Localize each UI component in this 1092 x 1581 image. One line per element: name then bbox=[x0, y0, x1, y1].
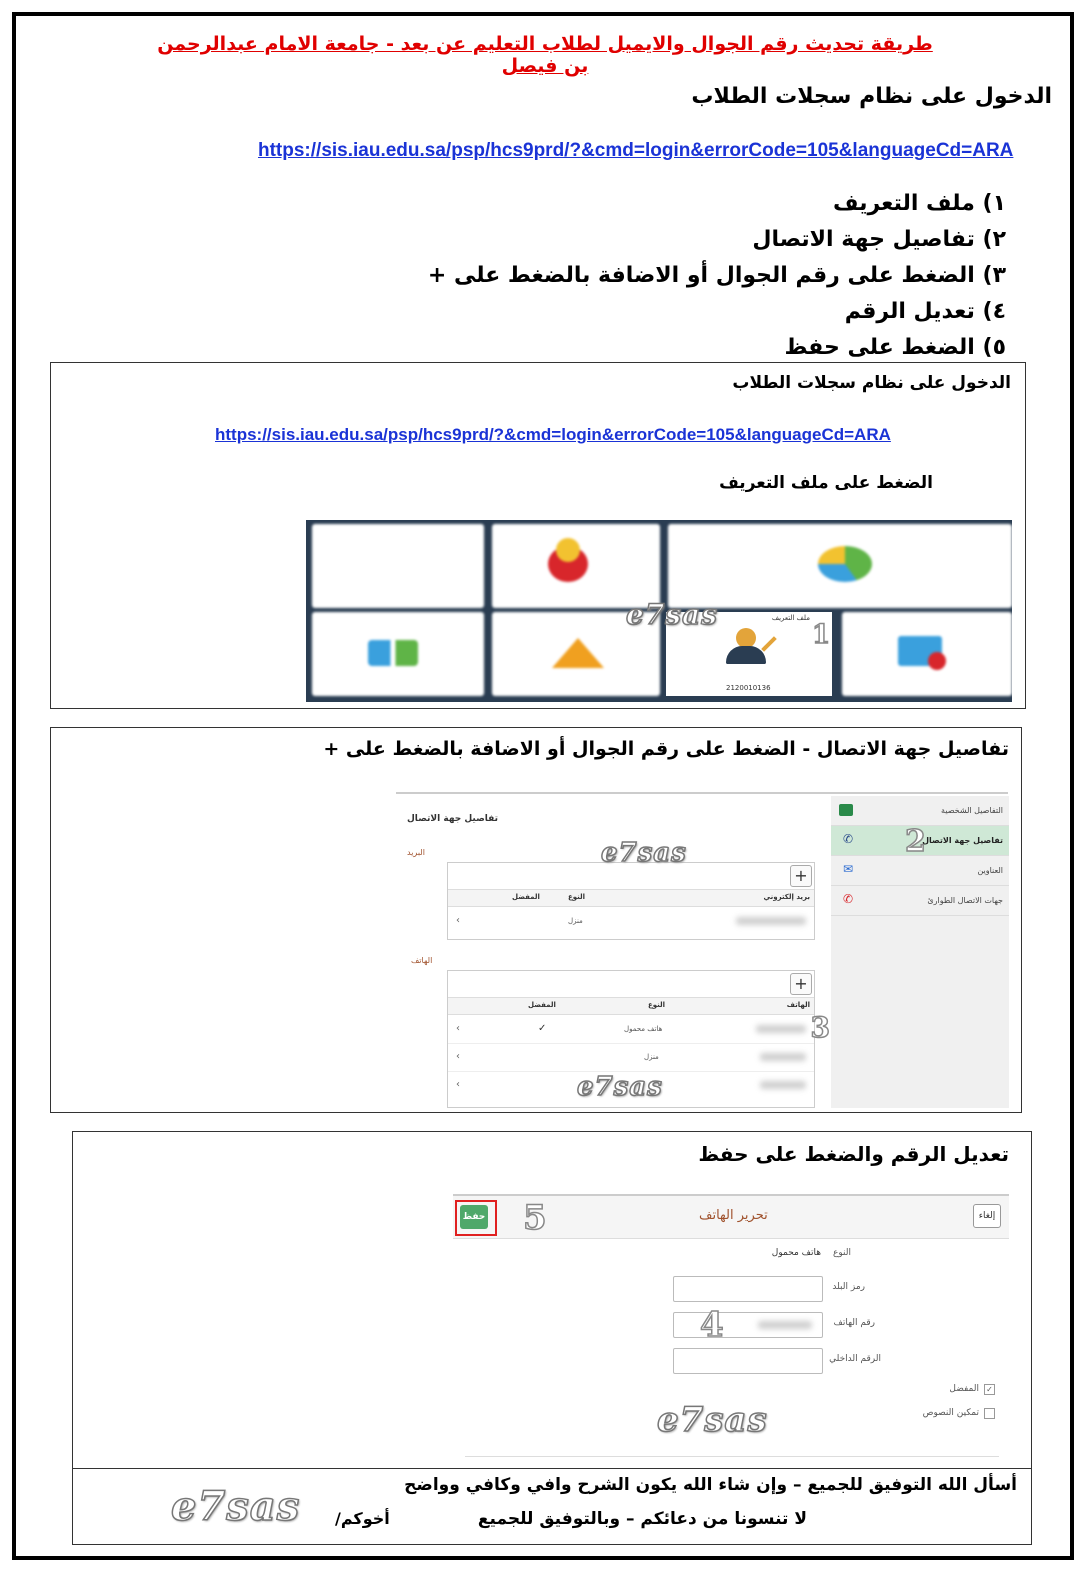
email-header: بريد إلكتروني bbox=[763, 893, 810, 901]
step-item: ٥) الضغط على حفظ bbox=[784, 335, 1006, 360]
chevron-left-icon: ‹ bbox=[456, 1023, 460, 1034]
dashboard-tile bbox=[668, 524, 1012, 608]
email-type: منزل bbox=[568, 917, 583, 925]
panel-login-heading: الدخول على نظام سجلات الطلاب bbox=[732, 373, 1011, 393]
email-header-row bbox=[448, 889, 814, 907]
envelope-icon: ✉ bbox=[842, 862, 853, 876]
phone-at-icon: ✆ bbox=[842, 832, 853, 846]
profile-id: 2120010136 bbox=[726, 684, 771, 692]
save-button[interactable]: حفظ bbox=[460, 1205, 488, 1229]
phone-header: الهاتف bbox=[786, 1001, 810, 1009]
phone-header: النوع bbox=[648, 1001, 666, 1009]
save-highlight bbox=[455, 1200, 497, 1236]
step-item: ٤) تعديل الرقم bbox=[844, 299, 1006, 324]
panel-edit-heading: تعديل الرقم والضغط على حفظ bbox=[698, 1142, 1009, 1166]
sms-label: تمكين النصوص bbox=[922, 1408, 979, 1418]
table-row[interactable] bbox=[448, 907, 814, 937]
country-code-field[interactable] bbox=[673, 1276, 823, 1302]
dashboard-tile bbox=[312, 612, 484, 696]
type-label: النوع bbox=[833, 1248, 851, 1258]
cancel-button[interactable]: إلغاء bbox=[973, 1204, 1001, 1228]
step-marker-5: 5 bbox=[523, 1198, 547, 1238]
step-item: ١) ملف التعريف bbox=[833, 191, 1006, 216]
phone-header-row bbox=[448, 997, 814, 1015]
divider bbox=[396, 792, 1008, 794]
watermark: e7sas bbox=[626, 598, 718, 631]
phone-type: منزل bbox=[644, 1053, 659, 1061]
panel-edit-phone bbox=[72, 1131, 1032, 1471]
chevron-left-icon: ‹ bbox=[456, 1051, 460, 1062]
footer-line-1: أسأل الله التوفيق للجميع – وإن شاء الله يكون الشرح وافي وكافي وواضح bbox=[404, 1475, 1017, 1495]
user-profile-icon bbox=[736, 628, 756, 648]
watermark: e7sas bbox=[577, 1072, 663, 1102]
step-marker-2: 2 bbox=[905, 824, 926, 859]
phone-section-label: الهاتف bbox=[411, 956, 433, 965]
calendar-icon bbox=[928, 652, 946, 670]
login-heading: الدخول على نظام سجلات الطلاب bbox=[691, 84, 1052, 109]
dashboard-tile bbox=[492, 524, 660, 608]
contact-page-title: تفاصيل جهة الاتصال bbox=[407, 814, 499, 824]
email-value bbox=[736, 917, 806, 925]
sidebar-item-emergency-contacts[interactable]: جهات الاتصال الطوارئ ✆ bbox=[831, 886, 1009, 916]
panel-contact bbox=[50, 727, 1022, 1113]
people-icon bbox=[556, 538, 580, 562]
people-icon bbox=[368, 640, 418, 666]
email-header: المفضل bbox=[512, 893, 540, 901]
preferred-check-icon: ✓ bbox=[538, 1023, 547, 1034]
step-marker-1: 1 bbox=[812, 620, 831, 650]
footer-line-2: لا تنسونا من دعائكم – وبالتوفيق للجميع bbox=[477, 1509, 807, 1529]
phone-number-field[interactable] bbox=[673, 1305, 823, 1345]
dashboard-tile bbox=[842, 612, 1012, 696]
preferred-label: المفضل bbox=[949, 1384, 979, 1394]
sidebar-item-contact-details[interactable]: تفاصيل جهة الاتصال ✆ 2 bbox=[831, 826, 1009, 856]
panel-login-link[interactable]: https://sis.iau.edu.sa/psp/hcs9prd/?&cmd=login&errorCode=105&languageCd=ARA bbox=[215, 425, 891, 444]
warning-icon bbox=[552, 638, 604, 668]
country-code-label: رمز البلد bbox=[832, 1282, 865, 1292]
chevron-left-icon: ‹ bbox=[456, 915, 460, 926]
watermark-signature: e7sas bbox=[171, 1483, 301, 1530]
panel-login bbox=[50, 362, 1026, 709]
extension-field[interactable] bbox=[673, 1348, 823, 1374]
phone-value bbox=[760, 1081, 806, 1089]
dialog-title: تحرير الهاتف bbox=[699, 1208, 768, 1223]
sms-checkbox[interactable] bbox=[984, 1408, 995, 1419]
document-title: طريقة تحديث رقم الجوال والايميل لطلاب التعليم عن بعد - جامعة الامام عبدالرحمن بن فيصل bbox=[157, 33, 933, 77]
table-row[interactable] bbox=[448, 1043, 814, 1072]
phone-number-value bbox=[758, 1321, 812, 1329]
emergency-phone-icon: ✆ bbox=[842, 892, 853, 906]
instruction-text: الضغط على ملف التعريف bbox=[719, 473, 933, 493]
pencil-icon bbox=[761, 636, 777, 652]
add-email-button[interactable]: + bbox=[790, 865, 812, 887]
type-value: هاتف محمول bbox=[771, 1248, 821, 1258]
watermark: e7sas bbox=[657, 1400, 768, 1440]
steps-list bbox=[428, 186, 1006, 366]
email-header: النوع bbox=[568, 893, 586, 901]
add-phone-button[interactable]: + bbox=[790, 973, 812, 995]
step-marker-3: 3 bbox=[810, 1011, 830, 1044]
divider bbox=[465, 1456, 999, 1457]
sis-login-link[interactable]: https://sis.iau.edu.sa/psp/hcs9prd/?&cmd=login&errorCode=105&languageCd=ARA bbox=[258, 140, 1014, 161]
extension-label: الرقم الداخلي bbox=[829, 1354, 881, 1364]
id-card-icon bbox=[839, 804, 853, 816]
footer bbox=[72, 1468, 1032, 1545]
pie-chart-icon bbox=[818, 546, 872, 582]
step-marker-4: 4 bbox=[700, 1305, 724, 1345]
table-row[interactable] bbox=[448, 1011, 830, 1044]
email-section-label: البريد bbox=[407, 848, 425, 857]
chevron-left-icon: ‹ bbox=[456, 1079, 460, 1090]
dashboard-tile bbox=[312, 524, 484, 608]
step-item: ٣) الضغط على رقم الجوال أو الاضافة بالضغط على + bbox=[427, 263, 1006, 288]
watermark: e7sas bbox=[601, 838, 687, 868]
dashboard-screenshot bbox=[306, 520, 1012, 702]
dialog-header bbox=[453, 1194, 1009, 1239]
phone-number-label: رقم الهاتف bbox=[833, 1318, 875, 1328]
contact-sidebar bbox=[831, 796, 1009, 1108]
sidebar-item-personal-details[interactable]: التفاصيل الشخصية bbox=[831, 796, 1009, 826]
profile-tile-label: ملف التعريف bbox=[771, 614, 810, 622]
phone-header: المفضل bbox=[528, 1001, 556, 1009]
email-grid bbox=[447, 862, 815, 940]
phone-value bbox=[756, 1025, 806, 1033]
panel-contact-heading: تفاصيل جهة الاتصال - الضغط على رقم الجوال أو الاضافة بالضغط على + bbox=[323, 738, 1009, 760]
phone-type: هاتف محمول bbox=[624, 1025, 663, 1033]
preferred-checkbox[interactable]: ✓ bbox=[984, 1384, 995, 1395]
sidebar-item-addresses[interactable]: العناوين ✉ bbox=[831, 856, 1009, 886]
phone-value bbox=[760, 1053, 806, 1061]
footer-signature: أخوكم/ bbox=[335, 1509, 390, 1528]
step-item: ٢) تفاصيل جهة الاتصال bbox=[752, 227, 1006, 252]
